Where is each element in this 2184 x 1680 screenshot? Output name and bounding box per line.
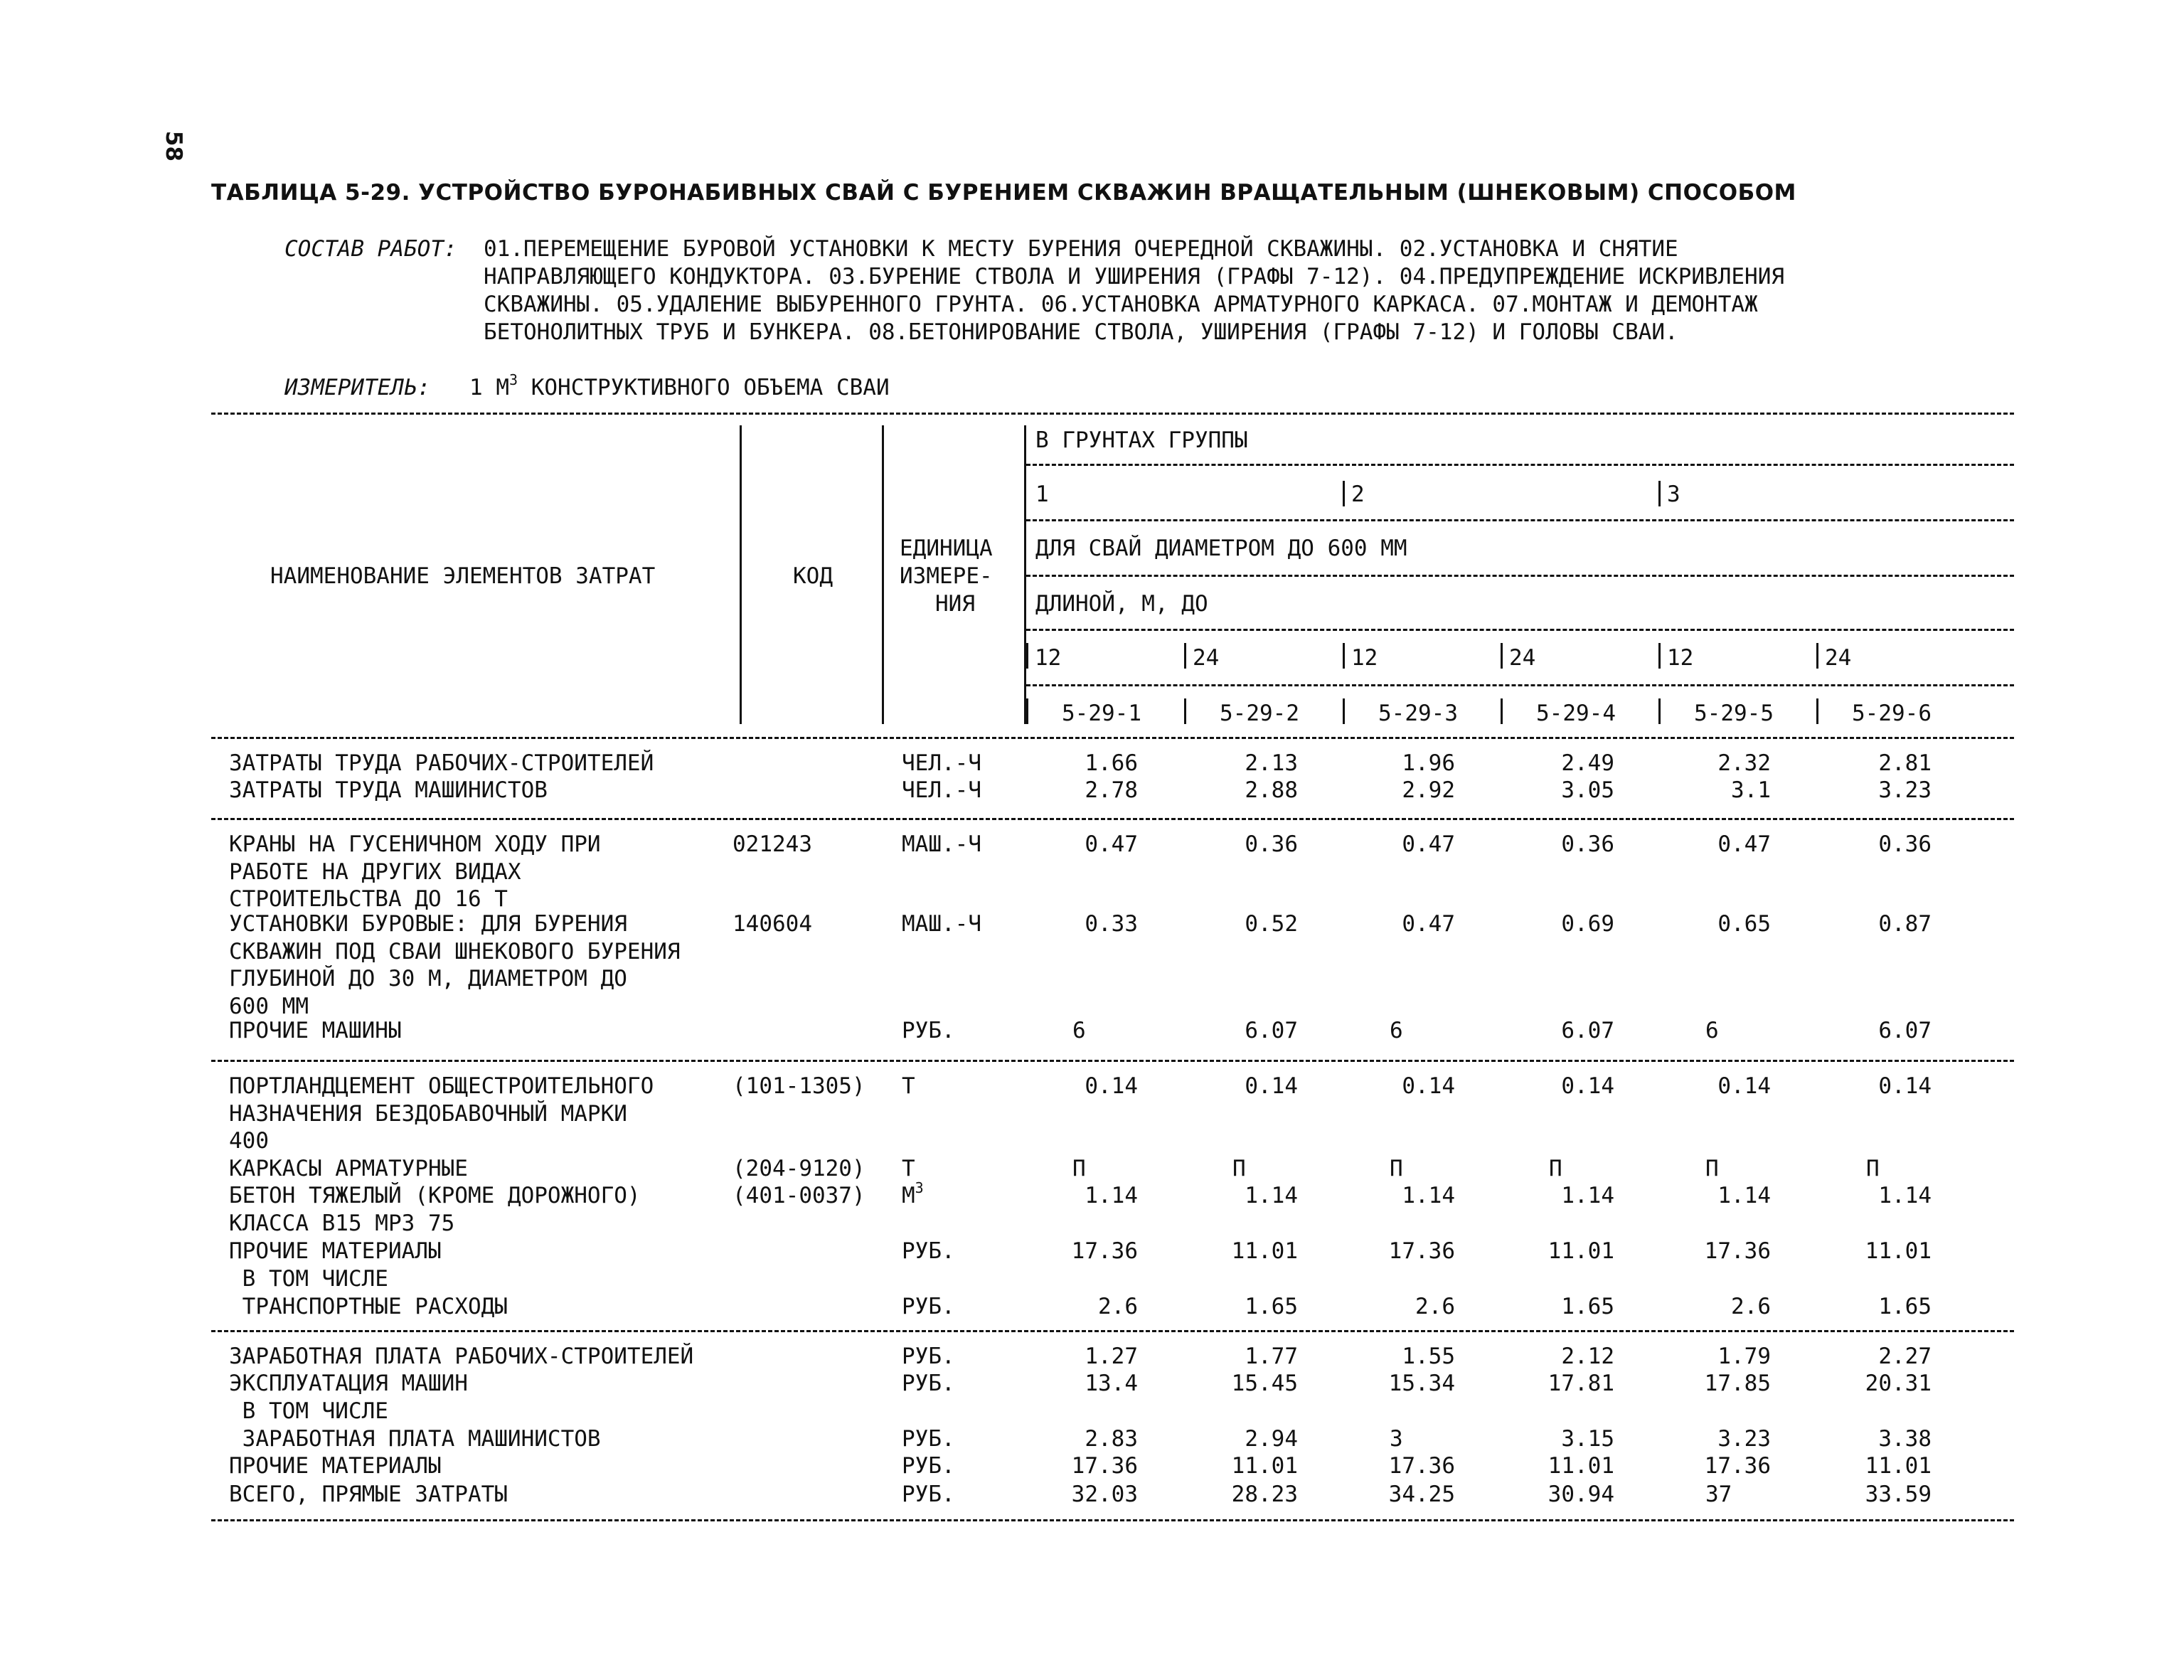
header-groups: В ГРУНТАХ ГРУППЫ: [1035, 427, 1248, 453]
row-value: 1.96: [1402, 750, 1455, 776]
row-name: КАРКАСЫ АРМАТУРНЫЕ: [229, 1156, 468, 1181]
rule: [211, 818, 2014, 820]
length-value: 24: [1509, 645, 1536, 671]
column-code: 5-29-2: [1220, 701, 1299, 726]
row-value: 3.23: [1717, 1426, 1771, 1452]
row-value: 0.36: [1561, 831, 1614, 857]
row-value: 1.66: [1085, 750, 1138, 776]
sostav-line: НАПРАВЛЯЮЩЕГО КОНДУКТОРА. 03.БУРЕНИЕ СТВОЛА И УШИРЕНИЯ (ГРАФЫ 7-12). 04.ПРЕДУПРЕЖДЕНИЕ ИСКРИВЛЕНИЯ: [484, 264, 1785, 289]
row-name: ГЛУБИНОЙ ДО 30 М, ДИАМЕТРОМ ДО: [229, 966, 627, 991]
row-value: 20.31: [1865, 1371, 1932, 1396]
group-label: 2: [1351, 482, 1365, 507]
column-code: 5-29-4: [1536, 701, 1616, 726]
row-value: 1.79: [1717, 1344, 1771, 1369]
row-value: 3.38: [1878, 1426, 1932, 1452]
row-value: 34.25: [1388, 1482, 1455, 1507]
col-divider: [740, 425, 742, 724]
row-code: (101-1305): [733, 1073, 865, 1099]
row-value: 3: [1390, 1426, 1403, 1452]
row-value: 0.14: [1402, 1073, 1455, 1099]
row-unit: Т: [902, 1073, 915, 1099]
row-unit: Т: [902, 1156, 915, 1181]
row-name: ПРОЧИЕ МАШИНЫ: [229, 1018, 402, 1043]
row-value: П: [1390, 1156, 1403, 1181]
col-divider: [1343, 643, 1345, 669]
row-value: 1.65: [1561, 1294, 1614, 1319]
row-value: 17.36: [1071, 1453, 1138, 1479]
row-value: 0.36: [1245, 831, 1298, 857]
row-unit: МАШ.-Ч: [902, 831, 981, 857]
row-unit: РУБ.: [902, 1294, 955, 1319]
row-value: 6.07: [1878, 1018, 1932, 1043]
page-number: 58: [161, 130, 187, 162]
row-unit: РУБ.: [902, 1344, 955, 1369]
row-name: ВСЕГО, ПРЯМЫЕ ЗАТРАТЫ: [229, 1482, 508, 1507]
row-value: 3.1: [1731, 777, 1771, 803]
rule: [211, 413, 2014, 415]
col-divider: [1501, 643, 1503, 669]
row-value: 11.01: [1865, 1453, 1932, 1479]
table-title: ТАБЛИЦА 5-29. УСТРОЙСТВО БУРОНАБИВНЫХ СВАЙ С БУРЕНИЕМ СКВАЖИН ВРАЩАТЕЛЬНЫМ (ШНЕКОВЫМ) СПОСОБОМ: [211, 180, 1796, 206]
col-divider: [1026, 698, 1028, 724]
row-value: 6: [1072, 1018, 1086, 1043]
row-value: 2.6: [1731, 1294, 1771, 1319]
row-value: 0.14: [1878, 1073, 1932, 1099]
row-value: 3.15: [1561, 1426, 1614, 1452]
row-name: ЗАТРАТЫ ТРУДА РАБОЧИХ-СТРОИТЕЛЕЙ: [229, 750, 654, 776]
row-unit: РУБ.: [902, 1018, 955, 1043]
rule: [211, 1330, 2014, 1332]
row-name: 600 ММ: [229, 993, 309, 1019]
row-value: 0.65: [1717, 911, 1771, 937]
row-value: 15.34: [1388, 1371, 1455, 1396]
row-name: УСТАНОВКИ БУРОВЫЕ: ДЛЯ БУРЕНИЯ: [229, 911, 627, 937]
row-value: 2.32: [1717, 750, 1771, 776]
group-label: 3: [1667, 482, 1680, 507]
row-value: 0.69: [1561, 911, 1614, 937]
row-unit: РУБ.: [902, 1453, 955, 1479]
row-name: СКВАЖИН ПОД СВАИ ШНЕКОВОГО БУРЕНИЯ: [229, 938, 681, 964]
row-value: 0.14: [1717, 1073, 1771, 1099]
row-value: 17.36: [1704, 1453, 1771, 1479]
row-value: 1.27: [1085, 1344, 1138, 1369]
header-diameter: ДЛЯ СВАЙ ДИАМЕТРОМ ДО 600 ММ: [1035, 536, 1407, 561]
length-value: 12: [1035, 645, 1062, 671]
row-value: 11.01: [1231, 1238, 1298, 1264]
row-value: 2.92: [1402, 777, 1455, 803]
rule: [1026, 464, 2014, 466]
row-value: 30.94: [1548, 1482, 1614, 1507]
row-value: 17.36: [1388, 1453, 1455, 1479]
row-unit: ЧЕЛ.-Ч: [902, 750, 981, 776]
row-name: В ТОМ ЧИСЛЕ: [229, 1265, 388, 1292]
row-value: 0.47: [1085, 831, 1138, 857]
row-code: (204-9120): [733, 1156, 865, 1181]
row-value: 11.01: [1548, 1238, 1614, 1264]
row-value: 1.14: [1085, 1183, 1138, 1208]
row-value: 0.47: [1402, 911, 1455, 937]
row-value: 1.14: [1561, 1183, 1614, 1208]
column-code: 5-29-5: [1694, 701, 1774, 726]
rule: [1026, 629, 2014, 631]
col-divider: [1026, 643, 1028, 669]
rule: [1026, 519, 2014, 521]
row-name: РАБОТЕ НА ДРУГИХ ВИДАХ: [229, 858, 521, 885]
col-divider: [1658, 643, 1661, 669]
row-unit: РУБ.: [902, 1482, 955, 1507]
row-value: 1.14: [1245, 1183, 1298, 1208]
row-name: КЛАССА В15 МРЗ 75: [229, 1210, 455, 1236]
row-value: П: [1232, 1156, 1246, 1181]
row-value: 32.03: [1071, 1482, 1138, 1507]
column-code: 5-29-6: [1852, 701, 1932, 726]
row-value: 13.4: [1085, 1371, 1138, 1396]
header-name: НАИМЕНОВАНИЕ ЭЛЕМЕНТОВ ЗАТРАТ: [270, 563, 656, 589]
row-value: 17.36: [1071, 1238, 1138, 1264]
row-value: 11.01: [1231, 1453, 1298, 1479]
izmeritel-value: 1 $М^3$ КОНСТРУКТИВНОГО ОБЪЕМА СВАИ: [469, 371, 890, 400]
row-value: 2.94: [1245, 1426, 1298, 1452]
sostav-line: 01.ПЕРЕМЕЩЕНИЕ БУРОВОЙ УСТАНОВКИ К МЕСТУ БУРЕНИЯ ОЧЕРЕДНОЙ СКВАЖИНЫ. 02.УСТАНОВКА И СНЯТИЕ: [484, 236, 1678, 262]
row-value: 2.78: [1085, 777, 1138, 803]
col-divider: [882, 425, 884, 724]
length-value: 24: [1825, 645, 1852, 671]
col-divider: [1658, 481, 1661, 506]
col-divider: [1184, 698, 1186, 724]
row-unit: ЧЕЛ.-Ч: [902, 777, 981, 803]
row-value: 2.6: [1415, 1294, 1455, 1319]
row-name: ЗАРАБОТНАЯ ПЛАТА МАШИНИСТОВ: [229, 1426, 601, 1452]
row-value: 17.36: [1704, 1238, 1771, 1264]
izmeritel-label: ИЗМЕРИТЕЛЬ:: [284, 375, 431, 400]
row-value: 2.49: [1561, 750, 1614, 776]
row-value: 2.81: [1878, 750, 1932, 776]
row-value: 1.14: [1717, 1183, 1771, 1208]
row-value: 0.14: [1561, 1073, 1614, 1099]
row-unit: РУБ.: [902, 1426, 955, 1452]
rule: [211, 737, 2014, 739]
row-value: 17.36: [1388, 1238, 1455, 1264]
col-divider: [1343, 698, 1345, 724]
unit-superscript: 3: [915, 1179, 924, 1196]
row-name: 400: [229, 1128, 269, 1154]
row-name: ЗАТРАТЫ ТРУДА МАШИНИСТОВ: [229, 777, 548, 803]
col-divider: [1658, 698, 1661, 724]
length-value: 12: [1667, 645, 1694, 671]
row-value: 11.01: [1548, 1453, 1614, 1479]
row-unit: РУБ.: [902, 1371, 955, 1396]
header-unit: ИЗМЕРЕ-: [900, 563, 993, 589]
row-value: 1.14: [1402, 1183, 1455, 1208]
column-code: 5-29-3: [1378, 701, 1458, 726]
row-value: 2.27: [1878, 1344, 1932, 1369]
column-code: 5-29-1: [1062, 701, 1141, 726]
rule: [211, 1060, 2014, 1062]
length-value: 12: [1351, 645, 1378, 671]
row-value: 0.14: [1245, 1073, 1298, 1099]
row-value: 6: [1705, 1018, 1719, 1043]
row-code: 140604: [733, 911, 812, 937]
row-value: 0.33: [1085, 911, 1138, 937]
row-value: 1.65: [1245, 1294, 1298, 1319]
row-name: ПРОЧИЕ МАТЕРИАЛЫ: [229, 1453, 442, 1479]
row-value: 11.01: [1865, 1238, 1932, 1264]
row-value: 0.36: [1878, 831, 1932, 857]
row-value: 6.07: [1561, 1018, 1614, 1043]
row-value: 2.13: [1245, 750, 1298, 776]
header-length: ДЛИНОЙ, М, ДО: [1035, 591, 1208, 617]
rule: [1026, 575, 2014, 577]
row-value: 2.6: [1098, 1294, 1138, 1319]
col-divider: [1343, 481, 1345, 506]
col-divider: [1816, 643, 1818, 669]
col-divider: [1501, 698, 1503, 724]
col-divider: [1184, 643, 1186, 669]
header-code: КОД: [793, 563, 833, 589]
row-name: В ТОМ ЧИСЛЕ: [229, 1398, 388, 1424]
row-value: 0.87: [1878, 911, 1932, 937]
row-value: 1.55: [1402, 1344, 1455, 1369]
row-value: 2.83: [1085, 1426, 1138, 1452]
row-name: ТРАНСПОРТНЫЕ РАСХОДЫ: [229, 1294, 508, 1319]
row-name: ЭКСПЛУАТАЦИЯ МАШИН: [229, 1371, 468, 1396]
row-value: 1.14: [1878, 1183, 1932, 1208]
row-value: 17.81: [1548, 1371, 1614, 1396]
row-value: 28.23: [1231, 1482, 1298, 1507]
group-label: 1: [1035, 482, 1049, 507]
row-name: БЕТОН ТЯЖЕЛЫЙ (КРОМЕ ДОРОЖНОГО): [229, 1183, 641, 1208]
col-divider: [1816, 698, 1818, 724]
row-value: П: [1866, 1156, 1880, 1181]
row-value: 2.12: [1561, 1344, 1614, 1369]
row-name: ПОРТЛАНДЦЕМЕНТ ОБЩЕСТРОИТЕЛЬНОГО: [229, 1073, 654, 1099]
header-unit: ЕДИНИЦА: [900, 536, 993, 561]
row-value: 2.88: [1245, 777, 1298, 803]
header-unit: НИЯ: [935, 591, 975, 617]
row-name: ПРОЧИЕ МАТЕРИАЛЫ: [229, 1238, 442, 1264]
row-name: НАЗНАЧЕНИЯ БЕЗДОБАВОЧНЫЙ МАРКИ: [229, 1100, 627, 1127]
row-value: 6.07: [1245, 1018, 1298, 1043]
row-value: 0.47: [1717, 831, 1771, 857]
row-value: 0.14: [1085, 1073, 1138, 1099]
row-value: 0.52: [1245, 911, 1298, 937]
row-value: 15.45: [1231, 1371, 1298, 1396]
row-value: 3.23: [1878, 777, 1932, 803]
row-code: 021243: [733, 831, 812, 857]
rule: [211, 1519, 2014, 1521]
row-value: 1.65: [1878, 1294, 1932, 1319]
row-value: 6: [1390, 1018, 1403, 1043]
row-value: 3.05: [1561, 777, 1614, 803]
row-value: 1.77: [1245, 1344, 1298, 1369]
row-value: 33.59: [1865, 1482, 1932, 1507]
row-unit: $М^3$: [902, 1179, 924, 1208]
row-name: ЗАРАБОТНАЯ ПЛАТА РАБОЧИХ-СТРОИТЕЛЕЙ: [229, 1344, 694, 1369]
row-name: СТРОИТЕЛЬСТВА ДО 16 Т: [229, 886, 508, 912]
row-unit: МАШ.-Ч: [902, 911, 981, 937]
sostav-line: БЕТОНОЛИТНЫХ ТРУБ И БУНКЕРА. 08.БЕТОНИРОВАНИЕ СТВОЛА, УШИРЕНИЯ (ГРАФЫ 7-12) И ГОЛОВЫ СВАИ.: [484, 319, 1678, 345]
row-value: 17.85: [1704, 1371, 1771, 1396]
sostav-label: СОСТАВ РАБОТ:: [284, 236, 457, 262]
row-value: 37: [1705, 1482, 1732, 1507]
rule: [1026, 684, 2014, 686]
row-name: КРАНЫ НА ГУСЕНИЧНОМ ХОДУ ПРИ: [229, 831, 601, 857]
row-value: 0.47: [1402, 831, 1455, 857]
row-code: (401-0037): [733, 1183, 865, 1208]
row-value: П: [1072, 1156, 1086, 1181]
row-value: П: [1549, 1156, 1562, 1181]
sostav-line: СКВАЖИНЫ. 05.УДАЛЕНИЕ ВЫБУРЕННОГО ГРУНТА. 06.УСТАНОВКА АРМАТУРНОГО КАРКАСА. 07.МОНТАЖ И ДЕМОНТАЖ: [484, 292, 1758, 317]
length-value: 24: [1193, 645, 1220, 671]
row-value: П: [1705, 1156, 1719, 1181]
row-unit: РУБ.: [902, 1238, 955, 1264]
